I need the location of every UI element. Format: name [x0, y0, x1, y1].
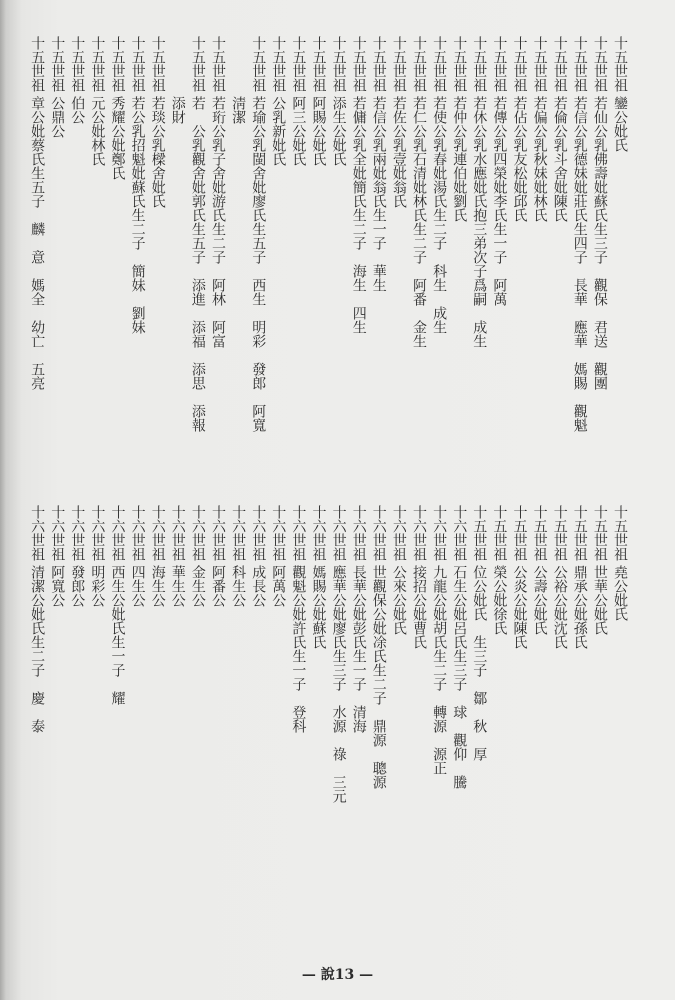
generation-label: 十五世祖	[571, 505, 588, 561]
genealogy-entry-text	[590, 96, 608, 390]
entry-text: 若珩公乳子舍妣游氏生二子 阿林 阿富	[210, 96, 226, 348]
genealogy-entry	[590, 36, 608, 92]
entry-text: 秀耀公妣鄭氏	[109, 96, 126, 180]
entry-text: 若仙公乳佛壽妣蘇氏生三子 觀保 君送 觀團	[591, 96, 608, 390]
genealogy-entry-text	[67, 565, 85, 607]
generation-label: 十六世祖	[89, 505, 106, 561]
genealogy-entry	[108, 36, 126, 92]
entry-text: 若使公乳春妣湯氏生二子 科生 成生	[431, 96, 448, 334]
genealogy-entry	[349, 505, 367, 561]
genealogy-entry-text	[449, 96, 467, 222]
genealogy-entry	[188, 36, 206, 92]
genealogy-entry-text	[87, 96, 105, 166]
entry-text: 公裕公妣沈氏	[551, 565, 568, 649]
generation-label: 十六世祖	[330, 505, 347, 561]
entry-text: 金生公	[189, 565, 206, 607]
genealogy-entry	[27, 505, 45, 561]
entry-text: 科生公	[230, 565, 247, 607]
genealogy-entry-text	[449, 565, 467, 789]
genealogy-entry	[248, 36, 266, 92]
genealogy-entry-text	[128, 96, 146, 334]
genealogy-entry-text	[148, 565, 166, 607]
generation-label: 十五世祖	[109, 36, 126, 92]
entry-text: 阿萬公	[270, 565, 287, 607]
genealogy-entry-text	[530, 565, 548, 635]
entry-text: 若倫公乳斗舍妣陳氏	[551, 96, 568, 222]
entry-text: 伯公	[69, 96, 86, 124]
generation-label: 十五世祖	[370, 36, 387, 92]
genealogy-entry-text	[188, 565, 206, 607]
entry-text: 淸潔	[230, 96, 247, 124]
genealogy-entry-text	[349, 565, 367, 733]
genealogy-entry-text	[409, 96, 427, 348]
genealogy-entry	[389, 505, 407, 561]
entry-text: 若琰公乳樑舍妣氏	[149, 96, 166, 208]
genealogy-entry	[268, 36, 286, 92]
entry-text: 若佐公乳壹妣翁氏	[390, 96, 407, 208]
genealogy-entry	[268, 505, 286, 561]
generation-label: 十六世祖	[109, 505, 126, 561]
entry-text: 若瑜公乳閩舍妣廖氏生五子 西生 明彩 發郎 阿寬	[250, 96, 267, 432]
genealogy-entry	[610, 505, 628, 561]
genealogy-entry	[208, 505, 226, 561]
genealogy-entry	[47, 505, 65, 561]
genealogy-entry	[309, 505, 327, 561]
entry-text: 長華公妣彭氏生一子 清海	[350, 565, 367, 733]
genealogy-entry-text	[228, 96, 246, 124]
generation-label: 十六世祖	[29, 505, 46, 561]
genealogy-entry	[87, 505, 105, 561]
genealogy-entry	[369, 36, 387, 92]
genealogy-entry	[288, 505, 306, 561]
generation-label: 十五世祖	[511, 505, 528, 561]
entry-text: 阿番公	[210, 565, 226, 607]
genealogy-entry	[409, 505, 427, 561]
genealogy-entry-text	[288, 565, 306, 733]
generation-label: 十六世祖	[411, 505, 427, 561]
genealogy-entry-text	[610, 96, 628, 152]
generation-label: 十五世祖	[431, 36, 448, 92]
generation-label: 十六世祖	[230, 505, 247, 561]
entry-text: 鼎承公妣孫氏	[571, 565, 588, 649]
entry-text: 若偏公乳秋妹妣林氏	[531, 96, 548, 222]
entry-text: 章公妣蔡氏生五子 麟 意 媽全 幼亡 五亮	[29, 96, 46, 390]
generation-label: 十五世祖	[591, 36, 608, 92]
generation-label: 十五世祖	[69, 36, 86, 92]
genealogy-entry-text	[188, 96, 206, 432]
genealogy-entry-text	[610, 565, 628, 621]
generation-label: 十六世祖	[250, 505, 267, 561]
generation-label: 十六世祖	[350, 505, 367, 561]
page-number: — 說13 —	[301, 967, 374, 983]
genealogy-entry-text	[47, 96, 65, 138]
genealogy-entry	[288, 36, 306, 92]
entry-text: 媽賜公妣蘇氏	[310, 565, 327, 649]
entry-text: 添財	[169, 96, 186, 124]
entry-text: 接招公妣曹氏	[411, 565, 427, 649]
genealogy-entry	[570, 36, 588, 92]
genealogy-entry	[309, 36, 327, 92]
generation-label: 十五世祖	[531, 36, 548, 92]
generation-label: 十五世祖	[129, 36, 146, 92]
generation-label: 十五世祖	[89, 36, 106, 92]
genealogy-entry	[389, 36, 407, 92]
genealogy-entry-text	[369, 565, 387, 789]
entry-text: 西生公妣氏生一子 耀	[109, 565, 126, 705]
entry-text: 石生公妣呂氏生三子 球 觀仰 騰	[451, 565, 468, 789]
entry-text: 若公乳招魁妣蘇氏生二子 簡妹 劉妹	[129, 96, 146, 334]
entry-text: 若 公乳觀舍妣郭氏生五子 添進 添福 添思 添報	[189, 96, 206, 432]
genealogy-entry-text	[248, 565, 266, 607]
entry-text: 阿三公妣氏	[290, 96, 307, 166]
genealogy-entry	[228, 505, 246, 561]
generation-label: 十五世祖	[290, 36, 307, 92]
generation-label: 十五世祖	[551, 505, 568, 561]
genealogy-entry-text	[87, 565, 105, 607]
genealogy-entry-text	[429, 96, 447, 334]
entry-text: 鑾公妣氏	[612, 96, 628, 152]
entry-text: 位公妣氏 生三子 鄒 秋 厚	[471, 565, 488, 761]
entry-text: 添生公妣氏	[330, 96, 347, 166]
genealogy-entry-text	[389, 565, 407, 635]
generation-label: 十六世祖	[210, 505, 226, 561]
genealogy-entry	[590, 505, 608, 561]
generation-label: 十五世祖	[451, 36, 468, 92]
generation-label: 十五世祖	[29, 36, 46, 92]
genealogy-entry-text	[208, 96, 226, 348]
genealogy-entry	[108, 505, 126, 561]
genealogy-entry-text	[148, 96, 166, 208]
entry-text: 榮公妣徐氏	[491, 565, 508, 635]
genealogy-entry-text	[248, 96, 266, 432]
entry-text: 公來公妣氏	[390, 565, 407, 635]
genealogy-entry-text	[329, 565, 347, 803]
genealogy-entry	[188, 505, 206, 561]
generation-label: 十五世祖	[612, 36, 628, 92]
genealogy-entry	[67, 36, 85, 92]
genealogy-entry	[329, 505, 347, 561]
generation-label: 十五世祖	[189, 36, 206, 92]
genealogy-entry-text	[67, 96, 85, 124]
generation-label: 十六世祖	[451, 505, 468, 561]
genealogy-entry-text	[309, 96, 327, 166]
entry-text: 應華公妣廖氏生三子 水源 祿 三元	[330, 565, 347, 803]
genealogy-entry-text	[530, 96, 548, 222]
genealogy-entry	[128, 505, 146, 561]
entry-text: 元公妣林氏	[89, 96, 106, 166]
generation-label: 十五世祖	[511, 36, 528, 92]
genealogy-entry-text	[389, 96, 407, 208]
entry-text: 觀魁公妣許氏生一子 登科	[290, 565, 307, 733]
entry-text: 世華公妣氏	[591, 565, 608, 635]
entry-text: 堯公妣氏	[612, 565, 628, 621]
genealogy-entry	[148, 505, 166, 561]
genealogy-entry	[67, 505, 85, 561]
genealogy-entry	[349, 36, 367, 92]
genealogy-entry	[429, 36, 447, 92]
genealogy-entry	[469, 505, 487, 561]
genealogy-entry-text	[329, 96, 347, 166]
genealogy-entry	[208, 36, 226, 92]
genealogy-entry-text	[489, 96, 507, 306]
genealogy-entry	[530, 36, 548, 92]
genealogy-entry	[449, 505, 467, 561]
entry-text: 若傭公乳全妣簡氏生二子 海生 四生	[350, 96, 367, 334]
genealogy-entry	[27, 36, 45, 92]
genealogy-entry	[489, 505, 507, 561]
generation-label: 十五世祖	[471, 36, 488, 92]
generation-label: 十五世祖	[330, 36, 347, 92]
generation-label: 十六世祖	[290, 505, 307, 561]
generation-label: 十五世祖	[149, 36, 166, 92]
genealogy-entry	[429, 505, 447, 561]
genealogy-entry-text	[349, 96, 367, 334]
generation-label: 十五世祖	[491, 505, 508, 561]
generation-label: 十六世祖	[149, 505, 166, 561]
generation-label: 十五世祖	[612, 505, 628, 561]
entry-text: 世觀保公妣凃氏生二子 鼎源 聰源	[370, 565, 387, 789]
genealogy-entry-text	[27, 565, 45, 733]
generation-label: 十六世祖	[370, 505, 387, 561]
generation-label: 十六世祖	[390, 505, 407, 561]
entry-text: 清潔公妣氏生二子 慶 泰	[29, 565, 46, 733]
entry-text: 公壽公妣氏	[531, 565, 548, 635]
entry-text: 成長公	[250, 565, 267, 607]
generation-label: 十六世祖	[189, 505, 206, 561]
genealogy-entry	[409, 36, 427, 92]
entry-text: 公炎公妣陳氏	[511, 565, 528, 649]
genealogy-entry	[248, 505, 266, 561]
genealogy-entry	[550, 36, 568, 92]
entry-text: 若仁公乳石清妣林氏生二子 阿番 金生	[411, 96, 427, 348]
genealogy-entry	[510, 505, 528, 561]
genealogy-entry	[369, 505, 387, 561]
genealogy-entry-text	[510, 96, 528, 222]
genealogy-entry-text	[489, 565, 507, 635]
genealogy-entry	[570, 505, 588, 561]
generation-label: 十五世祖	[250, 36, 267, 92]
generation-label: 十五世祖	[310, 36, 327, 92]
entry-text: 明彩公	[89, 565, 106, 607]
genealogy-entry	[168, 505, 186, 561]
genealogy-entry-text	[268, 565, 286, 607]
generation-label: 十五世祖	[350, 36, 367, 92]
genealogy-entry-text	[47, 565, 65, 607]
genealogy-entry	[128, 36, 146, 92]
generation-label: 十六世祖	[49, 505, 66, 561]
generation-label: 十六世祖	[431, 505, 448, 561]
entry-text: 華生公	[169, 565, 186, 607]
genealogy-entry-text	[128, 565, 146, 607]
genealogy-entry-text	[510, 565, 528, 649]
genealogy-entry-text	[208, 565, 226, 607]
entry-text: 阿寬公	[49, 565, 66, 607]
genealogy-entry-text	[570, 96, 588, 432]
entry-text: 若佔公乳友松妣邱氏	[511, 96, 528, 222]
generation-label: 十五世祖	[49, 36, 66, 92]
generation-label: 十六世祖	[69, 505, 86, 561]
generation-label: 十五世祖	[270, 36, 287, 92]
generation-label: 十六世祖	[129, 505, 146, 561]
entry-text: 若仲公乳連伯妣劉氏	[451, 96, 468, 222]
genealogy-entry	[610, 36, 628, 92]
generation-label: 十五世祖	[491, 36, 508, 92]
genealogy-entry	[148, 36, 166, 92]
entry-text: 公鼎公	[49, 96, 66, 138]
genealogy-entry	[47, 36, 65, 92]
genealogy-entry-text	[168, 96, 186, 124]
genealogy-entry	[530, 505, 548, 561]
genealogy-entry-text	[168, 565, 186, 607]
generation-label: 十五世祖	[210, 36, 226, 92]
genealogy-entry-text	[469, 565, 487, 761]
entry-text: 若信公乳兩妣翁氏生一子 華生	[370, 96, 387, 292]
generation-label: 十五世祖	[390, 36, 407, 92]
genealogy-entry-text	[309, 565, 327, 649]
genealogy-entry	[550, 505, 568, 561]
entry-text: 若休公乳水應妣氏抱三弟次子爲嗣 成生	[471, 96, 488, 348]
generation-label: 十五世祖	[551, 36, 568, 92]
entry-text: 公乳新妣氏	[270, 96, 287, 166]
entry-text: 阿賜公妣氏	[310, 96, 327, 166]
genealogy-entry	[449, 36, 467, 92]
entry-text: 海生公	[149, 565, 166, 607]
genealogy-entry-text	[469, 96, 487, 348]
generation-label: 十五世祖	[531, 505, 548, 561]
genealogy-entry-text	[27, 96, 45, 390]
genealogy-entry-text	[288, 96, 306, 166]
generation-label: 十五世祖	[591, 505, 608, 561]
entry-text: 九龍公妣胡氏生二子 轉源 源正	[431, 565, 448, 775]
genealogy-entry	[489, 36, 507, 92]
genealogy-entry-text	[550, 565, 568, 649]
genealogy-entry-text	[108, 96, 126, 180]
generation-label: 十五世祖	[471, 505, 488, 561]
entry-text: 四生公	[129, 565, 146, 607]
generation-label: 十六世祖	[270, 505, 287, 561]
genealogy-entry	[87, 36, 105, 92]
entry-text: 若傳公乳四榮妣李氏生一子 阿萬	[491, 96, 508, 306]
generation-label: 十五世祖	[411, 36, 427, 92]
entry-text: 發郎公	[69, 565, 86, 607]
genealogy-entry-text	[590, 565, 608, 635]
genealogy-entry-text	[268, 96, 286, 166]
genealogy-entry	[469, 36, 487, 92]
genealogy-entry-text	[409, 565, 427, 649]
genealogy-entry-text	[570, 565, 588, 649]
genealogy-entry-text	[228, 565, 246, 607]
entry-text: 若信公乳德妹妣莊氏生四子 長華 應華 媽賜 觀魁	[571, 96, 588, 432]
genealogy-entry-text	[550, 96, 568, 222]
genealogy-entry	[510, 36, 528, 92]
genealogy-entry-text	[429, 565, 447, 775]
generation-label: 十五世祖	[571, 36, 588, 92]
genealogy-entry-text	[108, 565, 126, 705]
generation-label: 十六世祖	[169, 505, 186, 561]
generation-label: 十六世祖	[310, 505, 327, 561]
genealogy-entry-text	[369, 96, 387, 292]
genealogy-entry	[329, 36, 347, 92]
